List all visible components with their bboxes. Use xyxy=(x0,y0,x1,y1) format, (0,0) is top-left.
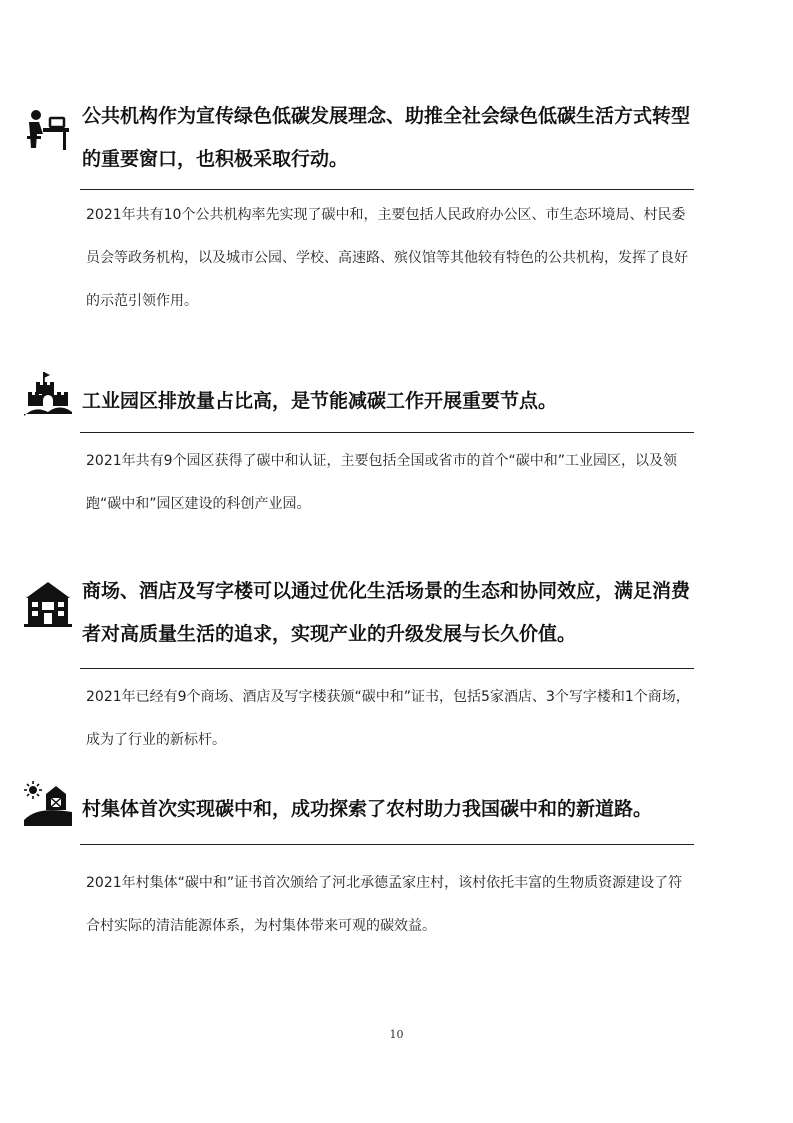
section-body: 2021年共有10个公共机构率先实现了碳中和，主要包括人民政府办公区、市生态环境局、村民委员会等政务机构，以及城市公园、学校、高速路、殡仪馆等其他较有特色的公共机构，发挥了良好的示范引领作用。 xyxy=(86,207,688,309)
divider xyxy=(80,189,694,190)
farm-barn-icon xyxy=(24,780,72,828)
divider xyxy=(80,844,694,845)
castle-icon xyxy=(24,370,72,418)
divider xyxy=(80,432,694,433)
section-body: 2021年共有9个园区获得了碳中和认证，主要包括全国或省市的首个“碳中和”工业园区，以及领跑“碳中和”园区建设的科创产业园。 xyxy=(86,453,678,512)
office-worker-icon xyxy=(24,106,72,154)
section-body: 2021年已经有9个商场、酒店及写字楼获颁“碳中和”证书，包括5家酒店、3个写字楼和1个商场，成为了行业的新标杆。 xyxy=(86,689,690,748)
section-heading: 公共机构作为宣传绿色低碳发展理念、助推全社会绿色低碳生活方式转型的重要窗口，也积极采取行动。 xyxy=(82,105,691,170)
section-heading: 商场、酒店及写字楼可以通过优化生活场景的生态和协同效应，满足消费者对高质量生活的追求，实现产业的升级发展与长久价值。 xyxy=(82,580,691,645)
divider xyxy=(80,668,694,669)
section-body: 2021年村集体“碳中和”证书首次颁给了河北承德孟家庄村，该村依托丰富的生物质资源建设了符合村实际的清洁能源体系，为村集体带来可观的碳效益。 xyxy=(86,875,683,934)
page-number: 10 xyxy=(389,1028,404,1041)
building-icon xyxy=(24,580,72,628)
section-heading: 村集体首次实现碳中和，成功探索了农村助力我国碳中和的新道路。 xyxy=(82,798,653,820)
section-heading: 工业园区排放量占比高，是节能减碳工作开展重要节点。 xyxy=(82,390,558,412)
